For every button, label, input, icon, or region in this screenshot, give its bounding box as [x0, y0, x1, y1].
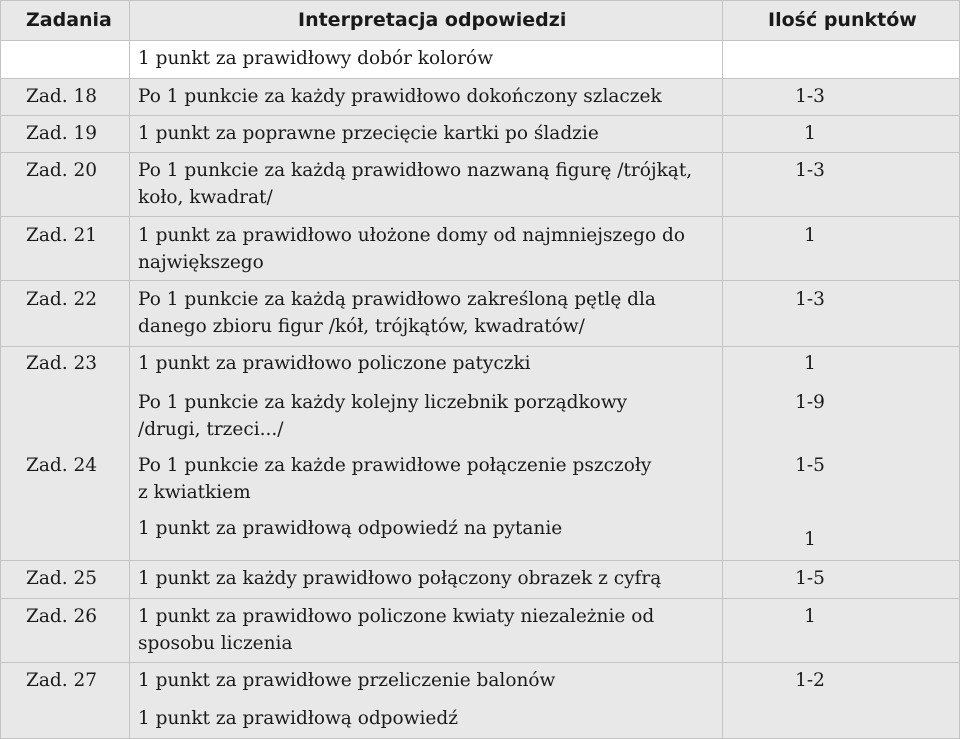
- answer-description: Po 1 punkcie za każdą prawidłowo nazwaną figurę /trójkąt, koło, kwadrat/: [138, 160, 693, 208]
- points-value: 1-3: [795, 86, 825, 107]
- answer-description: 1 punkt za prawidłowo policzone patyczki: [138, 353, 531, 374]
- task-label: Zad. 21: [26, 225, 98, 246]
- task-label: Zad. 20: [26, 160, 98, 181]
- task-label: Zad. 18: [26, 86, 98, 107]
- answer-description: 1 punkt za prawidłowy dobór kolorów: [138, 48, 494, 69]
- task-label: Zad. 22: [26, 289, 98, 310]
- grid-line: [129, 0, 130, 739]
- grid-line: [0, 662, 960, 663]
- task-label: Zad. 19: [26, 123, 98, 144]
- grid-line: [0, 346, 960, 347]
- answer-description: 1 punkt za prawidłowo ułożone domy od najmniejszego do największego: [138, 225, 685, 273]
- points-value: 1-3: [795, 160, 825, 181]
- grid-line: [0, 598, 960, 599]
- header-tasks: Zadania: [26, 9, 112, 31]
- grid-line: [722, 0, 723, 739]
- header-interpretation: Interpretacja odpowiedzi: [298, 9, 567, 31]
- points-value: 1-9: [795, 392, 825, 413]
- grid-line: [0, 152, 960, 153]
- grid-line: [0, 0, 960, 1]
- task-label: Zad. 27: [26, 670, 98, 691]
- answer-description: Po 1 punkcie za każde prawidłowe połączenie pszczoły z kwiatkiem: [138, 455, 652, 503]
- answer-description: 1 punkt za prawidłowe przeliczenie balonów: [138, 670, 556, 691]
- task-label: Zad. 23: [26, 353, 98, 374]
- points-value: 1: [804, 225, 816, 246]
- answer-description: 1 punkt za każdy prawidłowo połączony obrazek z cyfrą: [138, 568, 662, 589]
- grid-line: [0, 216, 960, 217]
- points-value: 1: [804, 529, 816, 550]
- grid-line: [0, 0, 1, 739]
- grid-line: [0, 560, 960, 561]
- points-value: 1-5: [795, 568, 825, 589]
- task-label: Zad. 24: [26, 455, 98, 476]
- points-value: 1-3: [795, 289, 825, 310]
- answer-description: 1 punkt za prawidłowo policzone kwiaty niezależnie od sposobu liczenia: [138, 606, 655, 654]
- answer-description: 1 punkt za poprawne przecięcie kartki po śladzie: [138, 123, 599, 144]
- grid-line: [0, 280, 960, 281]
- points-value: 1-5: [795, 455, 825, 476]
- answer-description: Po 1 punkcie za każdy kolejny liczebnik porządkowy /drugi, trzeci.../: [138, 392, 628, 440]
- grid-line: [0, 78, 960, 79]
- task-label: Zad. 26: [26, 606, 98, 627]
- answer-description: 1 punkt za prawidłową odpowiedź: [138, 708, 458, 729]
- points-value: 1: [804, 123, 816, 144]
- points-value: 1-2: [795, 670, 825, 691]
- answer-description: 1 punkt za prawidłową odpowiedź na pytanie: [138, 518, 563, 539]
- task-label: Zad. 25: [26, 568, 98, 589]
- grid-line: [0, 40, 960, 41]
- points-value: 1: [804, 353, 816, 374]
- grid-line: [0, 115, 960, 116]
- points-value: 1: [804, 606, 816, 627]
- header-points: Ilość punktów: [768, 9, 917, 31]
- answer-description: Po 1 punkcie za każdy prawidłowo dokończony szlaczek: [138, 86, 662, 107]
- answer-description: Po 1 punkcie za każdą prawidłowo zakreśloną pętlę dla danego zbioru figur /kół, trójkątów, kwadratów/: [138, 289, 656, 337]
